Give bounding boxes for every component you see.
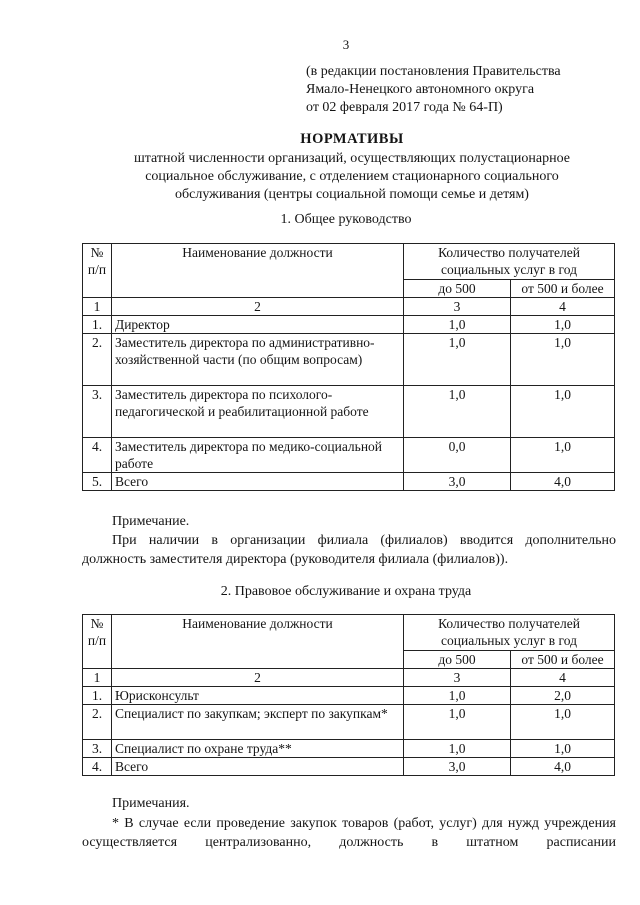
row-upto-500: 0,0: [404, 438, 511, 473]
row-upto-500: 3,0: [404, 758, 511, 776]
section-2-note-heading: Примечания.: [112, 796, 190, 811]
row-position: Специалист по охране труда**: [112, 740, 404, 758]
header-position: Наименование должности: [112, 615, 404, 669]
row-upto-500: 1,0: [404, 705, 511, 740]
row-from-500: 2,0: [511, 687, 615, 705]
table-row: [83, 758, 615, 776]
row-from-500: 1,0: [511, 740, 615, 758]
header-from-500: от 500 и более: [511, 280, 615, 298]
header-num: № п/п: [83, 244, 112, 298]
row-position: Заместитель директора по медико-социальной работе: [112, 438, 404, 473]
table-row: [83, 687, 615, 705]
row-position: Всего: [112, 473, 404, 491]
section-1-heading: 1. Общее руководство: [280, 212, 412, 227]
index-cell: 2: [112, 669, 404, 687]
header-from-500: от 500 и более: [511, 651, 615, 669]
index-cell: 1: [83, 298, 112, 316]
table-row: [83, 316, 615, 334]
document-title: НОРМАТИВЫ: [300, 131, 404, 147]
edition-note: [306, 63, 606, 117]
row-num: 3.: [83, 386, 112, 438]
row-position: Заместитель директора по психолого-педагогической и реабилитационной работе: [112, 386, 404, 438]
header-upto-500: до 500: [404, 280, 511, 298]
row-upto-500: 3,0: [404, 473, 511, 491]
table-header-row: [83, 615, 615, 651]
section-1-table: [82, 243, 615, 491]
row-upto-500: 1,0: [404, 386, 511, 438]
section-2-note-text: * В случае если проведение закупок товаров (работ, услуг) для нужд учреждения осуществляется централизованно, должность в штатном расписании: [82, 816, 616, 850]
row-upto-500: 1,0: [404, 316, 511, 334]
row-from-500: 1,0: [511, 316, 615, 334]
header-recipients: Количество получателей социальных услуг в год: [404, 615, 615, 651]
row-from-500: 4,0: [511, 473, 615, 491]
row-num: 2.: [83, 705, 112, 740]
edition-line: от 02 февраля 2017 года № 64-П): [306, 100, 503, 115]
edition-line: (в редакции постановления Правительства: [306, 64, 561, 79]
index-cell: 4: [511, 298, 615, 316]
row-num: 3.: [83, 740, 112, 758]
row-from-500: 1,0: [511, 334, 615, 386]
row-from-500: 4,0: [511, 758, 615, 776]
table-row: [83, 438, 615, 473]
header-upto-500: до 500: [404, 651, 511, 669]
table-row: [83, 473, 615, 491]
row-from-500: 1,0: [511, 705, 615, 740]
table-row: [83, 705, 615, 740]
section-2-table: [82, 614, 615, 776]
section-2-heading: 2. Правовое обслуживание и охрана труда: [220, 584, 472, 599]
subtitle-line: социальное обслуживание, с отделением стационарного социального: [145, 169, 559, 184]
header-position: Наименование должности: [112, 244, 404, 298]
edition-line: Ямало-Ненецкого автономного округа: [306, 82, 535, 97]
row-num: 1.: [83, 316, 112, 334]
header-recipients: Количество получателей социальных услуг в год: [404, 244, 615, 280]
row-from-500: 1,0: [511, 386, 615, 438]
table-header-row: [83, 244, 615, 280]
index-cell: 1: [83, 669, 112, 687]
index-cell: 3: [404, 669, 511, 687]
row-from-500: 1,0: [511, 438, 615, 473]
row-num: 4.: [83, 438, 112, 473]
table-index-row: [83, 669, 615, 687]
subtitle-line: штатной численности организаций, осуществляющих полустационарное: [133, 151, 570, 166]
row-upto-500: 1,0: [404, 687, 511, 705]
table-row: [83, 334, 615, 386]
subtitle-line: обслуживания (центры социальной помощи семье и детям): [175, 187, 529, 202]
row-position: Директор: [112, 316, 404, 334]
table-index-row: [83, 298, 615, 316]
row-num: 1.: [83, 687, 112, 705]
index-cell: 2: [112, 298, 404, 316]
row-num: 5.: [83, 473, 112, 491]
section-1-note-text: При наличии в организации филиала (филиалов) вводится дополнительно должность заместителя директора (руководителя филиала (филиалов)).: [82, 533, 616, 567]
index-cell: 3: [404, 298, 511, 316]
row-num: 2.: [83, 334, 112, 386]
section-1-note-heading: Примечание.: [112, 514, 190, 529]
row-position: Специалист по закупкам; эксперт по закупкам*: [112, 705, 404, 740]
row-num: 4.: [83, 758, 112, 776]
row-position: Всего: [112, 758, 404, 776]
page-number: 3: [342, 37, 350, 52]
table-row: [83, 740, 615, 758]
row-upto-500: 1,0: [404, 334, 511, 386]
index-cell: 4: [511, 669, 615, 687]
row-position: Заместитель директора по административно-хозяйственной части (по общим вопросам): [112, 334, 404, 386]
header-num: № п/п: [83, 615, 112, 669]
table-row: [83, 386, 615, 438]
row-position: Юрисконсульт: [112, 687, 404, 705]
row-upto-500: 1,0: [404, 740, 511, 758]
document-subtitle: [60, 150, 640, 204]
